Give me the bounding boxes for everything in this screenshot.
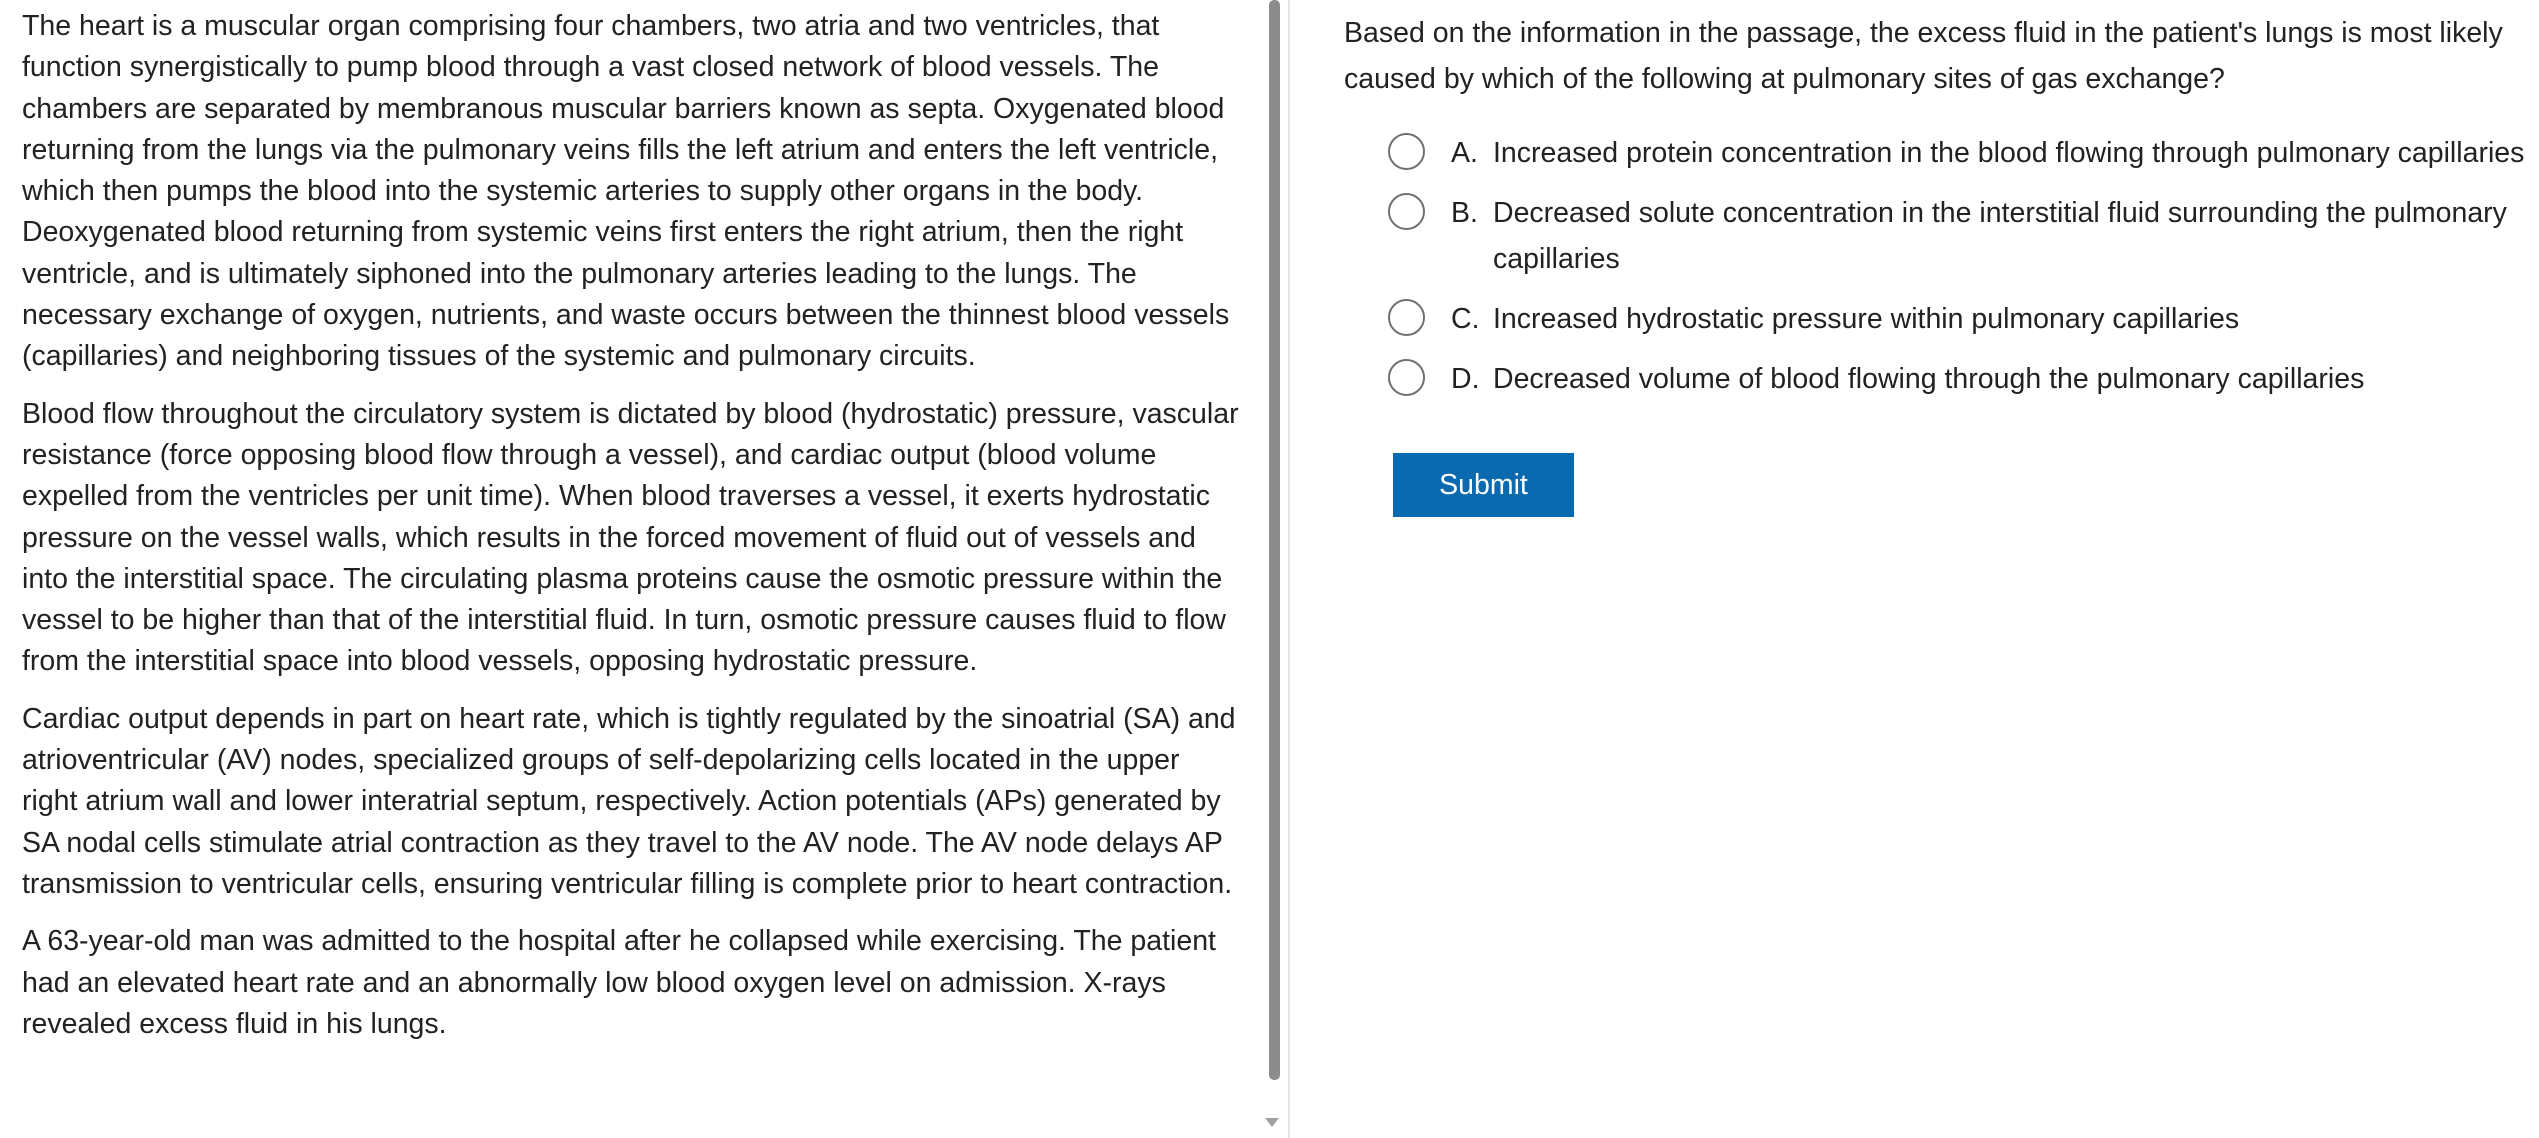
submit-button[interactable]: Submit bbox=[1393, 453, 1574, 517]
answer-choice-c[interactable] bbox=[1388, 296, 2538, 342]
choice-text: Decreased volume of blood flowing through the pulmonary capillaries bbox=[1493, 363, 2365, 395]
answer-choice-a[interactable] bbox=[1388, 130, 2538, 176]
passage-scrollbar-thumb[interactable] bbox=[1269, 0, 1280, 1080]
choice-text: Decreased solute concentration in the interstitial fluid surrounding the pulmonary capillaries bbox=[1493, 197, 2507, 275]
passage-paragraph: Cardiac output depends in part on heart rate, which is tightly regulated by the sinoatrial (SA) and atrioventricular (AV) nodes, specialized groups of self-depolarizing cells located in the upper right atrium wall and lower interatrial septum, respectively. Action potentials (APs) generated by SA nodal cells stimulate atrial contraction as they travel to the AV node. The AV node delays AP transmission to ventricular cells, ensuring ventricular filling is complete prior to heart contraction. bbox=[22, 702, 1236, 900]
passage-paragraph: The heart is a muscular organ comprising four chambers, two atria and two ventricles, that function synergistically to pump blood through a vast closed network of blood vessels. The chambers are separated by membranous muscular barriers known as septa. Oxygenated blood returning from the lungs via the pulmonary veins fills the left atrium and enters the left ventricle, which then pumps the blood into the systemic arteries to supply other organs in the body. Deoxygenated blood returning from systemic veins first enters the right atrium, then the right ventricle, and is ultimately siphoned into the pulmonary arteries leading to the lungs. The necessary exchange of oxygen, nutrients, and waste occurs between the thinnest blood vessels (capillaries) and neighboring tissues of the systemic and pulmonary circuits. bbox=[22, 10, 1230, 373]
radio-button-icon[interactable] bbox=[1388, 359, 1425, 396]
choice-letter: C. bbox=[1451, 303, 1480, 335]
passage-content bbox=[22, 6, 1242, 1061]
radio-button-icon[interactable] bbox=[1388, 193, 1425, 230]
passage-paragraph: Blood flow throughout the circulatory system is dictated by blood (hydrostatic) pressure, vascular resistance (force opposing blood flow through a vessel), and cardiac output (blood volume expelled from the ventricles per unit time). When blood traverses a vessel, it exerts hydrostatic pressure on the vessel walls, which results in the forced movement of fluid out of vessels and into the interstitial space. The circulating plasma proteins cause the osmotic pressure within the vessel to be higher than that of the interstitial fluid. In turn, osmotic pressure causes fluid to flow from the interstitial space into blood vessels, opposing hydrostatic pressure. bbox=[22, 397, 1239, 678]
choice-text: Increased hydrostatic pressure within pulmonary capillaries bbox=[1493, 303, 2240, 335]
passage-pane[interactable] bbox=[0, 0, 1268, 1138]
question-pane bbox=[1290, 0, 2539, 1138]
choice-text: Increased protein concentration in the blood flowing through pulmonary capillaries bbox=[1493, 137, 2525, 169]
choice-letter: A. bbox=[1451, 137, 1478, 169]
choice-letter: D. bbox=[1451, 363, 1480, 395]
radio-button-icon[interactable] bbox=[1388, 133, 1425, 170]
answer-choice-b[interactable] bbox=[1388, 190, 2538, 282]
scroll-down-arrow-icon[interactable] bbox=[1265, 1118, 1279, 1127]
radio-button-icon[interactable] bbox=[1388, 299, 1425, 336]
answer-choice-d[interactable] bbox=[1388, 356, 2538, 402]
passage-paragraph: A 63-year-old man was admitted to the hospital after he collapsed while exercising. The patient had an elevated heart rate and an abnormally low blood oxygen level on admission. X-rays revealed excess fluid in his lungs. bbox=[22, 925, 1216, 1040]
choice-letter: B. bbox=[1451, 197, 1478, 229]
answer-choices bbox=[1388, 130, 2538, 416]
question-stem: Based on the information in the passage, the excess fluid in the patient's lungs is most likely caused by which of the following at pulmonary sites of gas exchange? bbox=[1344, 17, 2503, 95]
